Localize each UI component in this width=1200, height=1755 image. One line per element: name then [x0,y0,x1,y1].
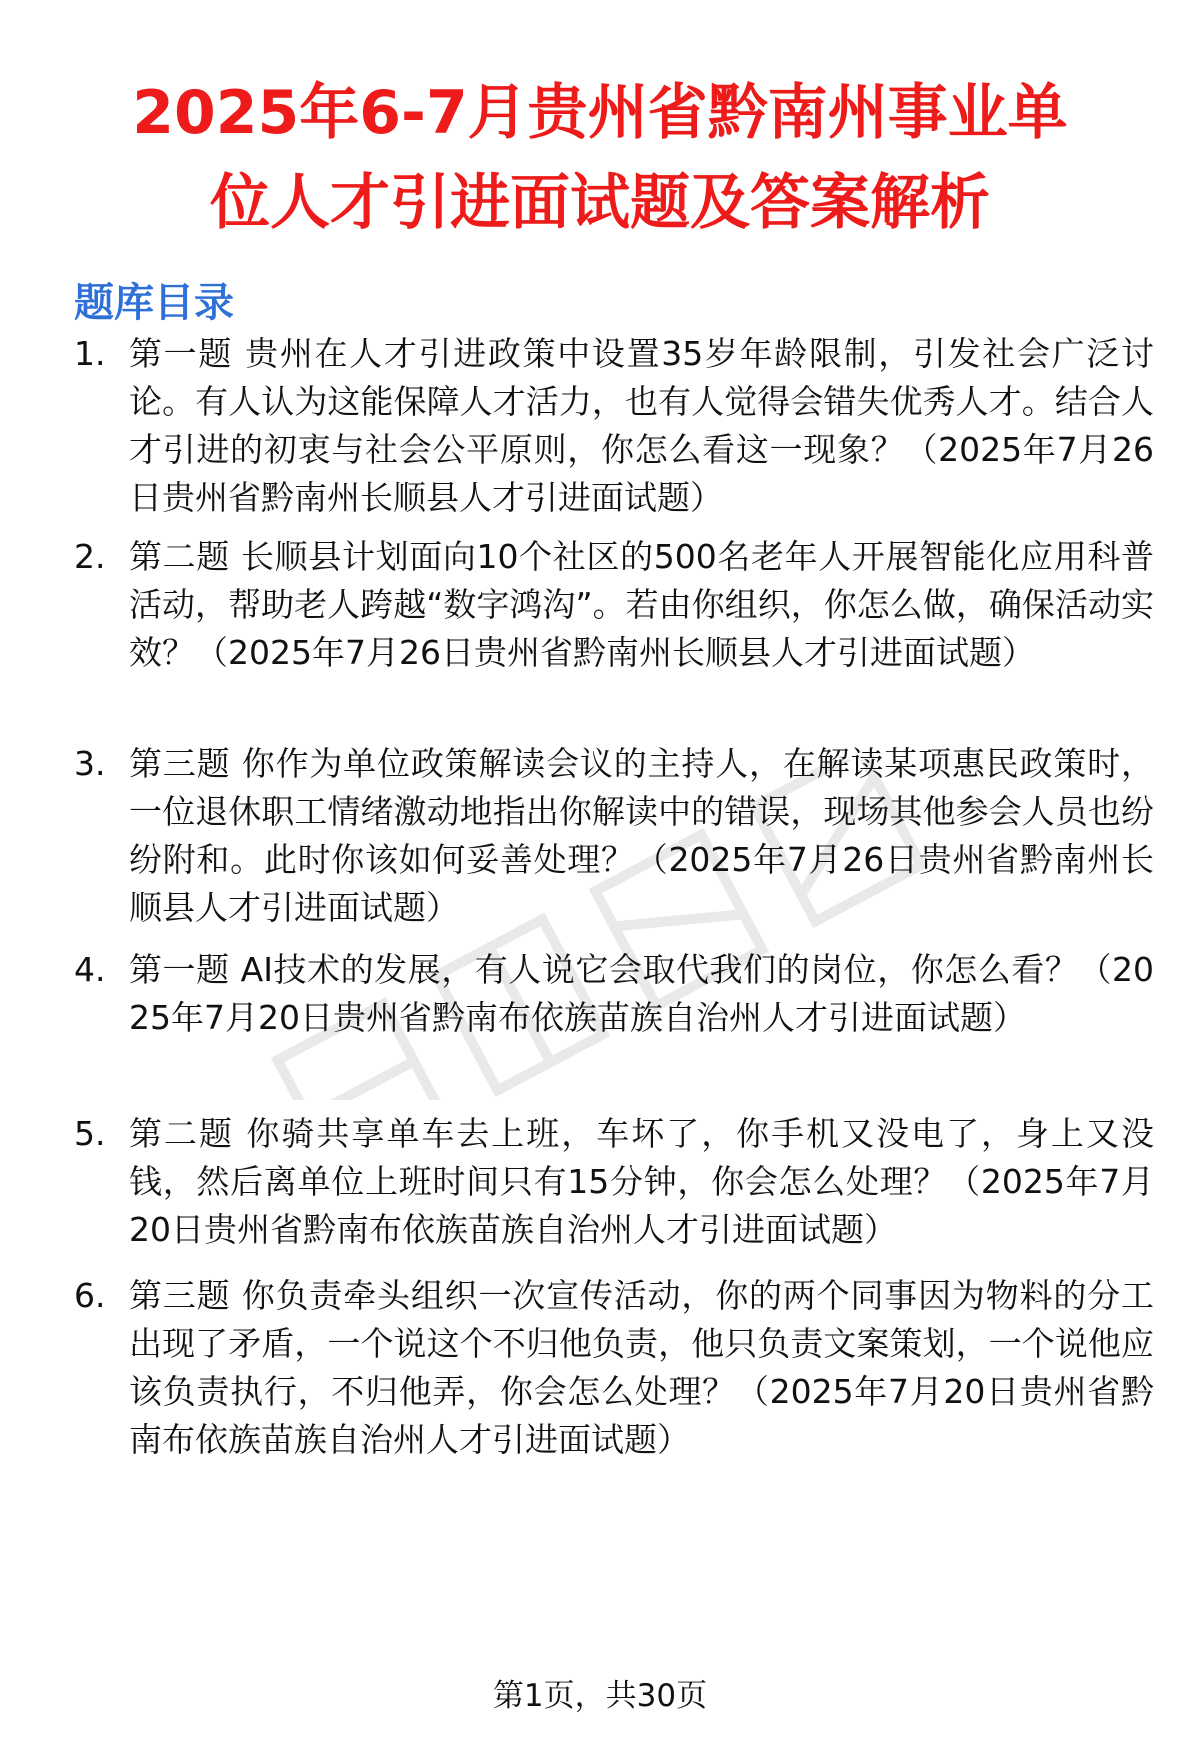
document-title-line-1: 2025年6-7月贵州省黔南州事业单 [132,78,1068,148]
question-text: 第一题 贵州在人才引进政策中设置35岁年龄限制，引发社会广泛讨论。有人认为这能保障人才活力，也有人觉得会错失优秀人才。结合人才引进的初衷与社会公平原则，你怎么看这一现象？（2025年7月26日贵州省黔南州长顺县人才引进面试题） [129,334,1154,517]
document-title [60,68,1140,248]
document-title-line-2: 位人才引进面试题及答案解析 [210,168,990,238]
page-number-footer: 第1页，共30页 [492,1678,708,1714]
question-text: 第一题 AI技术的发展，有人说它会取代我们的岗位，你怎么看？（2025年7月20日贵州省黔南布依族苗族自治州人才引进面试题） [129,950,1154,1037]
question-text: 第二题 长顺县计划面向10个社区的500名老年人开展智能化应用科普活动，帮助老人跨越“数字鸿沟”。若由你组织，你怎么做，确保活动实效？（2025年7月26日贵州省黔南州长顺县人才引进面试题） [129,537,1154,672]
question-number: 1. [74,334,106,373]
question-text: 第二题 你骑共享单车去上班，车坏了，你手机又没电了，身上又没钱，然后离单位上班时间只有15分钟，你会怎么处理？（2025年7月20日贵州省黔南布依族苗族自治州人才引进面试题） [129,1114,1154,1249]
question-number: 2. [74,537,106,576]
question-number: 3. [74,744,106,783]
question-number: 6. [74,1276,106,1315]
toc-heading: 题库目录 [74,280,234,326]
question-number: 5. [74,1114,106,1153]
question-number: 4. [74,950,106,989]
question-text: 第三题 你作为单位政策解读会议的主持人，在解读某项惠民政策时，一位退休职工情绪激动地指出你解读中的错误，现场其他参会人员也纷纷附和。此时你该如何妥善处理？（2025年7月26日贵州省黔南州长顺县人才引进面试题） [129,744,1154,927]
question-text: 第三题 你负责牵头组织一次宣传活动，你的两个同事因为物料的分工出现了矛盾，一个说这个不归他负责，他只负责文案策划，一个说他应该负责执行，不归他弄，你会怎么处理？（2025年7月20日贵州省黔南布依族苗族自治州人才引进面试题） [129,1276,1154,1459]
